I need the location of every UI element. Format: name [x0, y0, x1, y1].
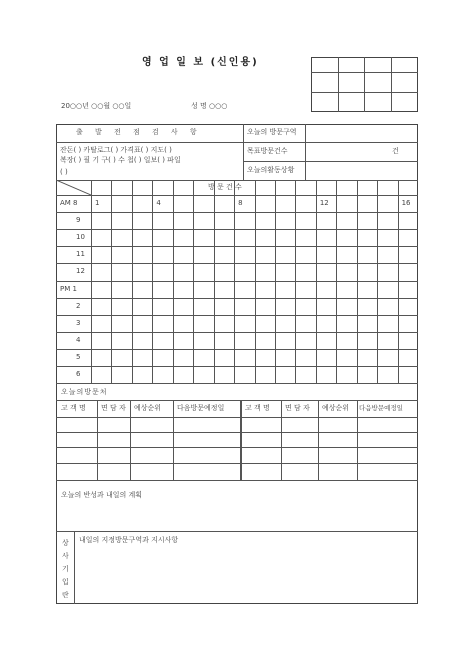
col-divider	[130, 400, 131, 480]
row-divider	[56, 417, 418, 418]
col-header: 예상순위	[134, 404, 162, 412]
report-date: 20○○년 ○○월 ○○일	[61, 102, 132, 110]
col-header: 다음방문예정일	[177, 404, 225, 412]
reporter-name: 성 명 ○○○	[191, 102, 228, 110]
hour-label: 10	[76, 233, 85, 242]
hour-col-divider	[357, 180, 358, 383]
col-header: 고 객 명	[61, 404, 86, 412]
row-divider	[56, 531, 418, 532]
hour-row-divider	[56, 315, 418, 316]
col-divider	[318, 400, 319, 480]
hour-row-divider	[56, 332, 418, 333]
visit-number-label: 1	[95, 199, 100, 207]
col-divider	[173, 400, 174, 480]
row-divider	[243, 142, 418, 143]
col-header: 면 담 자	[101, 404, 126, 412]
document-title: 영 업 일 보 (신인용)	[142, 57, 259, 68]
hour-row-divider	[56, 298, 418, 299]
visit-number-label: 16	[401, 199, 411, 207]
target-visits-label: 목표방문건수	[247, 147, 288, 155]
col-divider	[240, 400, 242, 480]
row-divider	[56, 195, 418, 196]
col-header: 다음방문예정일	[359, 404, 403, 412]
supervisor-side-char: 상	[62, 539, 69, 547]
hour-label: 11	[76, 250, 85, 259]
hour-row-divider	[56, 349, 418, 350]
hour-label: 6	[76, 370, 81, 378]
hour-col-divider	[91, 180, 92, 383]
hour-row-divider	[56, 263, 418, 264]
hour-label: 12	[76, 267, 85, 276]
visit-places-label: 오늘의방문처	[61, 388, 108, 396]
hour-col-divider	[132, 180, 133, 383]
visit-number-label: 4	[156, 199, 161, 207]
hour-col-divider	[214, 180, 215, 383]
main-form	[56, 124, 418, 604]
row-divider	[243, 161, 418, 162]
hour-col-divider	[275, 180, 276, 383]
hour-col-divider	[111, 180, 112, 383]
row-divider	[56, 383, 418, 384]
col-header: 예상순위	[322, 404, 350, 412]
hour-label: 4	[76, 335, 81, 344]
row-divider	[56, 463, 418, 464]
approval-divider	[364, 57, 365, 112]
hour-col-divider	[193, 180, 194, 383]
activity-label: 오늘의활동상황	[247, 166, 295, 174]
target-visits-unit: 건	[392, 147, 399, 155]
row-divider	[56, 142, 243, 143]
row-divider	[305, 124, 306, 180]
hour-col-divider	[295, 180, 296, 383]
row-divider	[56, 480, 418, 481]
visits-count-header: 방 문 건 수	[208, 183, 242, 191]
checklist-line-1: 잔돈( ) 카탈로그( ) 가격표( ) 지도( )	[60, 146, 172, 154]
hour-col-divider	[316, 180, 317, 383]
col-divider	[74, 531, 75, 604]
visit-area-label: 오늘의 방문구역	[247, 128, 297, 136]
hour-label: 5	[76, 352, 81, 361]
hour-row-divider	[56, 281, 418, 282]
section-divider	[243, 124, 244, 180]
reflection-label: 오늘의 반성과 내일의 계획	[61, 491, 143, 499]
row-divider	[56, 447, 418, 448]
hour-label: AM 8	[60, 199, 78, 207]
supervisor-side-char: 란	[62, 591, 69, 599]
row-divider	[56, 400, 418, 401]
col-divider	[97, 400, 98, 480]
col-divider	[357, 400, 358, 480]
hour-col-divider	[336, 180, 337, 383]
hour-label: 3	[76, 318, 81, 327]
checklist-line-3: ( )	[60, 168, 68, 176]
col-header: 면 담 자	[285, 404, 310, 412]
hour-col-divider	[152, 180, 153, 383]
hour-label: PM 1	[60, 284, 77, 293]
hour-row-divider	[56, 212, 418, 213]
supervisor-side-char: 사	[62, 552, 69, 560]
col-divider	[281, 400, 282, 480]
hour-col-divider	[234, 180, 235, 383]
visit-number-label: 8	[238, 199, 243, 207]
approval-divider	[338, 57, 339, 112]
corner-diagonal	[56, 180, 91, 195]
col-header: 고 객 명	[245, 404, 270, 412]
hour-label: 2	[76, 301, 81, 310]
hour-col-divider	[398, 180, 399, 383]
supervisor-side-char: 입	[62, 578, 69, 586]
checklist-label: 출 발 전 점 검 사 항	[76, 128, 202, 136]
approval-divider	[391, 57, 392, 112]
row-divider	[56, 180, 418, 181]
hour-col-divider	[173, 180, 174, 383]
hour-row-divider	[56, 246, 418, 247]
visit-number-label: 12	[319, 199, 329, 207]
supervisor-side-char: 기	[62, 565, 69, 573]
hour-row-divider	[56, 229, 418, 230]
hour-col-divider	[255, 180, 256, 383]
hour-col-divider	[377, 180, 378, 383]
row-divider	[56, 432, 418, 433]
hour-label: 9	[76, 216, 81, 225]
checklist-line-2: 복장( ) 필 기 구( ) 수 첩( ) 일보( ) 파일	[60, 156, 181, 164]
supervisor-instructions-label: 내일의 지정방문구역과 지시사항	[79, 536, 179, 544]
hour-row-divider	[56, 366, 418, 367]
